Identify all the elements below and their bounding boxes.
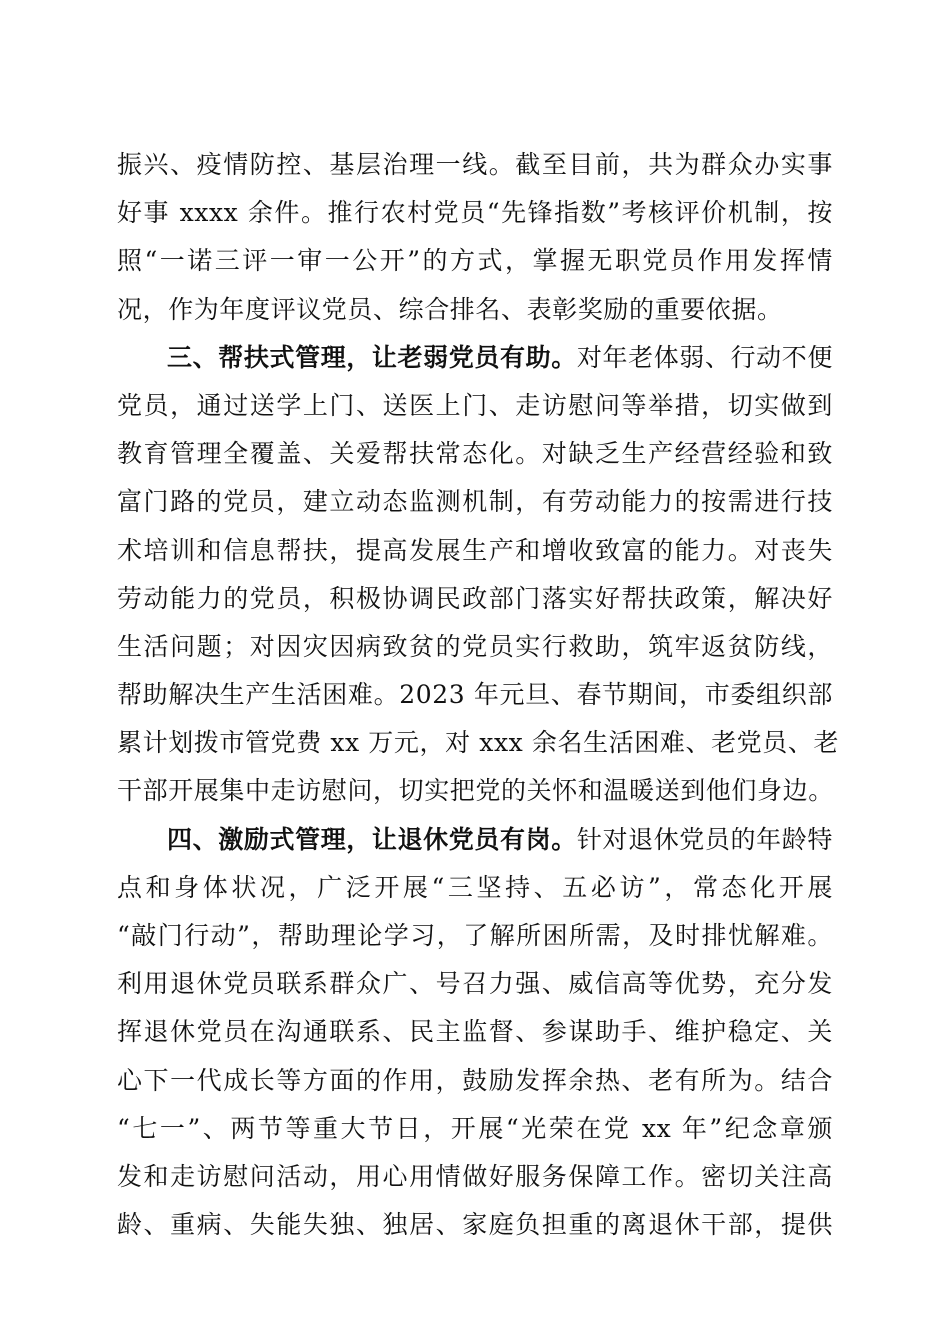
paragraph-first-line [117, 816, 833, 864]
text-line: 生活问题；对因灾因病致贫的党员实行救助，筑牢返贫防线， [117, 631, 833, 661]
text-span: 对年老体弱、行动不便 [576, 342, 833, 372]
text-line: “敲门行动”，帮助理论学习，了解所困所需，及时排忧解难。 [117, 921, 833, 950]
section-heading: 四、激励式管理，让退休党员有岗。 [167, 824, 577, 854]
text-line: 挥退休党员在沟通联系、民主监督、参谋助手、维护稳定、关 [117, 1017, 833, 1047]
text-line: 点和身体状况，广泛开展“三坚持、五必访”，常态化开展 [117, 872, 833, 902]
paragraph-1 [117, 141, 833, 334]
text-line: 龄、重病、失能失独、独居、家庭负担重的离退休干部，提供 [117, 1210, 833, 1240]
text-line: “七一”、两节等重大节日，开展“光荣在党 xx 年”纪念章颁 [117, 1113, 833, 1143]
text-line: 干部开展集中走访慰问，切实把党的关怀和温暖送到他们身边。 [117, 776, 834, 806]
text-line: 帮助解决生产生活困难。2023 年元旦、春节期间，市委组织部 [117, 680, 833, 710]
text-line: 教育管理全覆盖、关爱帮扶常态化。对缺乏生产经营经验和致 [117, 439, 833, 469]
paragraph-3 [117, 816, 833, 1250]
section-heading: 三、帮扶式管理，让老弱党员有助。 [167, 342, 577, 372]
text-span: 针对退休党员的年龄特 [576, 824, 833, 854]
paragraph-first-line [117, 334, 833, 382]
text-line: 劳动能力的党员，积极协调民政部门落实好帮扶政策，解决好 [117, 583, 833, 613]
text-line: 振兴、疫情防控、基层治理一线。截至目前，共为群众办实事 [117, 150, 833, 179]
text-line: 况，作为年度评议党员、综合排名、表彰奖励的重要依据。 [117, 294, 783, 324]
text-line: 照“一诺三评一审一公开”的方式，掌握无职党员作用发挥情 [117, 246, 833, 276]
text-line: 党员，通过送学上门、送医上门、走访慰问等举措，切实做到 [117, 390, 833, 420]
text-line: 发和走访慰问活动，用心用情做好服务保障工作。密切关注高 [117, 1161, 833, 1191]
text-line: 富门路的党员，建立动态监测机制，有劳动能力的按需进行技 [117, 487, 833, 517]
text-line: 利用退休党员联系群众广、号召力强、威信高等优势，充分发 [117, 969, 833, 999]
paragraph-2 [117, 334, 840, 816]
text-line: 心下一代成长等方面的作用，鼓励发挥余热、老有所为。结合 [117, 1065, 833, 1095]
text-line: 好事 xxxx 余件。推行农村党员“先锋指数”考核评价机制，按 [117, 198, 833, 228]
text-line: 术培训和信息帮扶，提高发展生产和增收致富的能力。对丧失 [117, 535, 833, 565]
document-body [117, 141, 840, 1249]
text-line: 累计划拨市管党费 xx 万元，对 xxx 余名生活困难、老党员、老 [117, 728, 840, 758]
